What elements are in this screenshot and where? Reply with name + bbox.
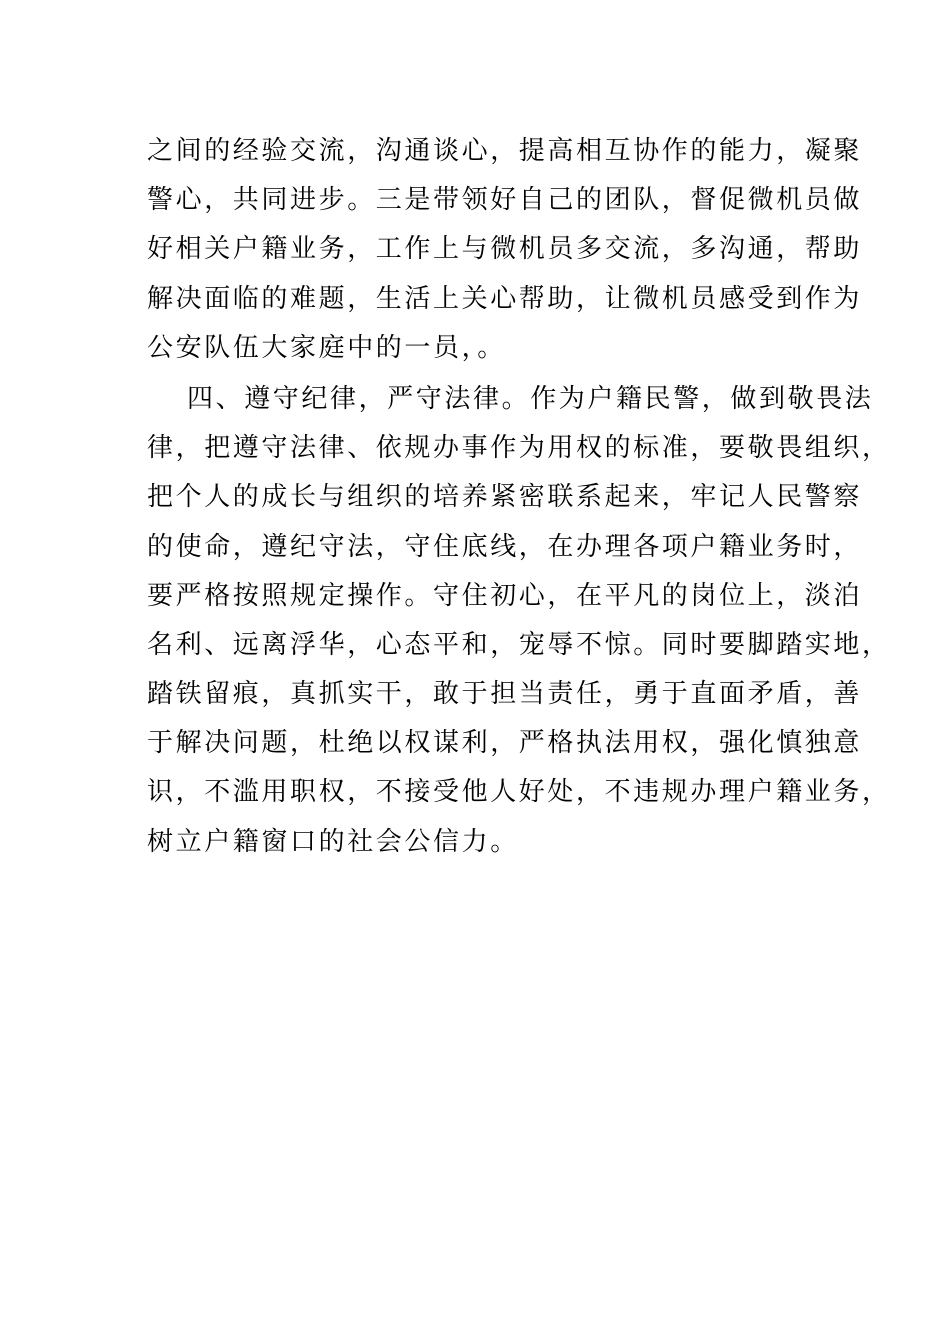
text-line: 于解决问题，杜绝以权谋利，严格执法用权，强化慎独意 bbox=[147, 728, 863, 759]
text-line: 的使命，遵纪守法，守住底线，在办理各项户籍业务时， bbox=[147, 531, 863, 562]
text-line: 要严格按照规定操作。守住初心，在平凡的岗位上，淡泊 bbox=[147, 580, 863, 611]
text-line: 律，把遵守法律、依规办事作为用权的标准，要敬畏组织， bbox=[147, 433, 891, 464]
text-line: 之间的经验交流，沟通谈心，提高相互协作的能力，凝聚 bbox=[147, 136, 863, 166]
text-line: 踏铁留痕，真抓实干，敢于担当责任，勇于直面矛盾，善 bbox=[147, 679, 863, 710]
paragraph-discipline bbox=[147, 375, 891, 867]
text-line: 公安队伍大家庭中的一员，。 bbox=[147, 332, 506, 363]
body-text bbox=[147, 127, 891, 867]
text-line: 识，不滥用职权，不接受他人好处，不违规办理户籍业务， bbox=[147, 777, 891, 808]
text-line: 树立户籍窗口的社会公信力。 bbox=[147, 826, 519, 857]
text-line: 警心，共同进步。三是带领好自己的团队，督促微机员做 bbox=[147, 185, 863, 216]
paragraph-continuation bbox=[147, 127, 863, 373]
text-line: 好相关户籍业务，工作上与微机员多交流，多沟通，帮助 bbox=[147, 234, 863, 265]
text-line: 四、遵守纪律，严守法律。作为户籍民警，做到敬畏法 bbox=[187, 383, 874, 414]
text-line: 名利、远离浮华，心态平和，宠辱不惊。同时要脚踏实地， bbox=[147, 629, 891, 660]
text-line: 把个人的成长与组织的培养紧密联系起来，牢记人民警察 bbox=[147, 482, 863, 513]
text-line: 解决面临的难题，生活上关心帮助，让微机员感受到作为 bbox=[147, 283, 863, 314]
